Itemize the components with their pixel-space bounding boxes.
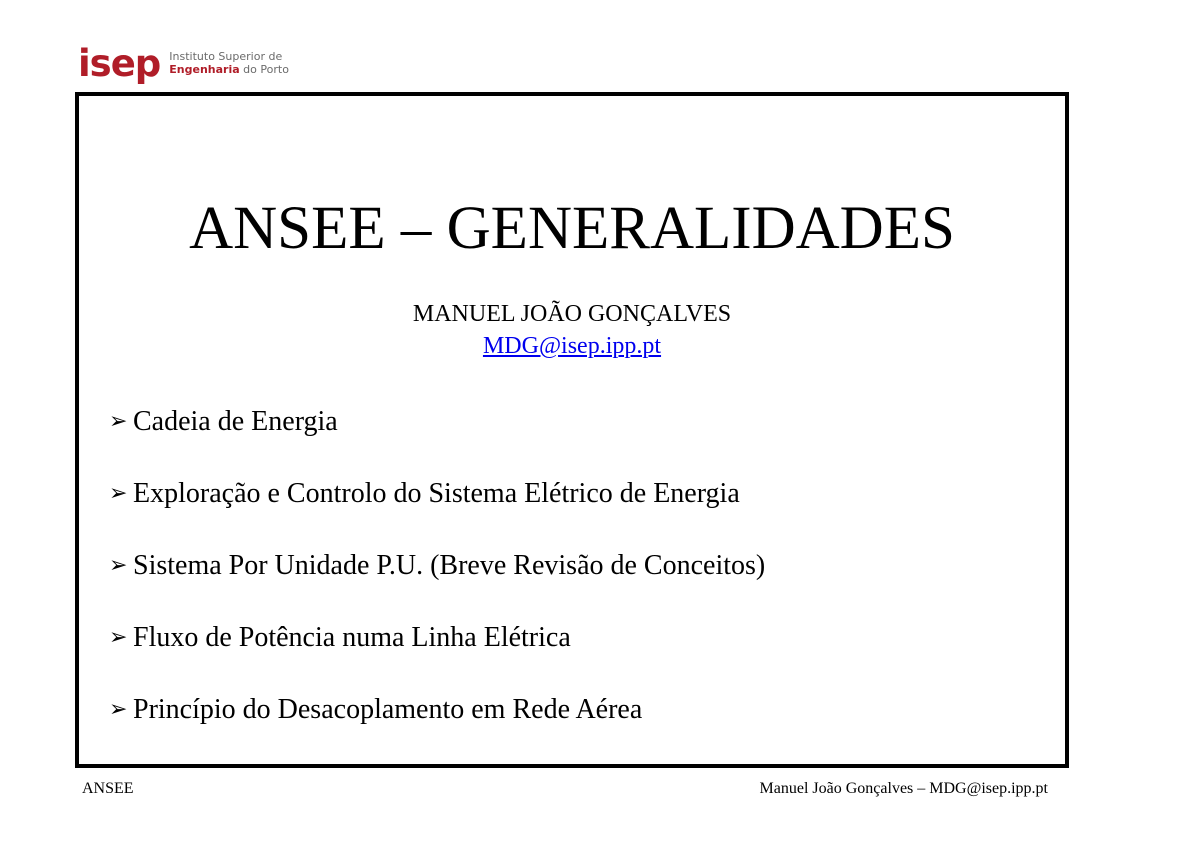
logo-engineering-line	[169, 63, 289, 76]
list-item	[109, 548, 765, 620]
logo-porto-words: do Porto	[239, 63, 289, 76]
list-item	[109, 692, 765, 764]
logo-mark: isep	[78, 42, 161, 85]
author-email-line	[79, 332, 1065, 360]
author-email-link[interactable]: MDG@isep.ipp.pt	[482, 333, 662, 359]
footer-course: ANSEE	[82, 780, 134, 797]
list-item	[109, 620, 765, 692]
footer-author: Manuel João Gonçalves – MDG@isep.ipp.pt	[759, 780, 1048, 797]
topic-text: Cadeia de Energia	[133, 406, 338, 437]
slide-title: ANSEE – GENERALIDADES	[189, 195, 955, 262]
isep-logo	[78, 44, 289, 84]
arrow-bullet-icon: ➢	[109, 409, 128, 434]
author-name: MANUEL JOÃO GONÇALVES	[412, 301, 732, 327]
logo-text	[169, 50, 289, 76]
list-item	[109, 476, 765, 548]
slide-frame	[75, 92, 1069, 768]
logo-engineering-word: Engenharia	[169, 63, 240, 76]
topic-text: Sistema Por Unidade P.U. (Breve Revisão de Conceitos)	[133, 550, 766, 581]
arrow-bullet-icon: ➢	[109, 697, 128, 722]
topic-text: Princípio do Desacoplamento em Rede Aérea	[133, 694, 643, 725]
arrow-bullet-icon: ➢	[109, 625, 128, 650]
list-item	[109, 404, 765, 476]
topic-text: Exploração e Controlo do Sistema Elétrico de Energia	[133, 478, 740, 509]
arrow-bullet-icon: ➢	[109, 481, 128, 506]
topic-text: Fluxo de Potência numa Linha Elétrica	[133, 622, 571, 653]
logo-institute-line: Instituto Superior de	[169, 50, 283, 63]
arrow-bullet-icon: ➢	[109, 553, 128, 578]
topic-list	[109, 404, 765, 764]
